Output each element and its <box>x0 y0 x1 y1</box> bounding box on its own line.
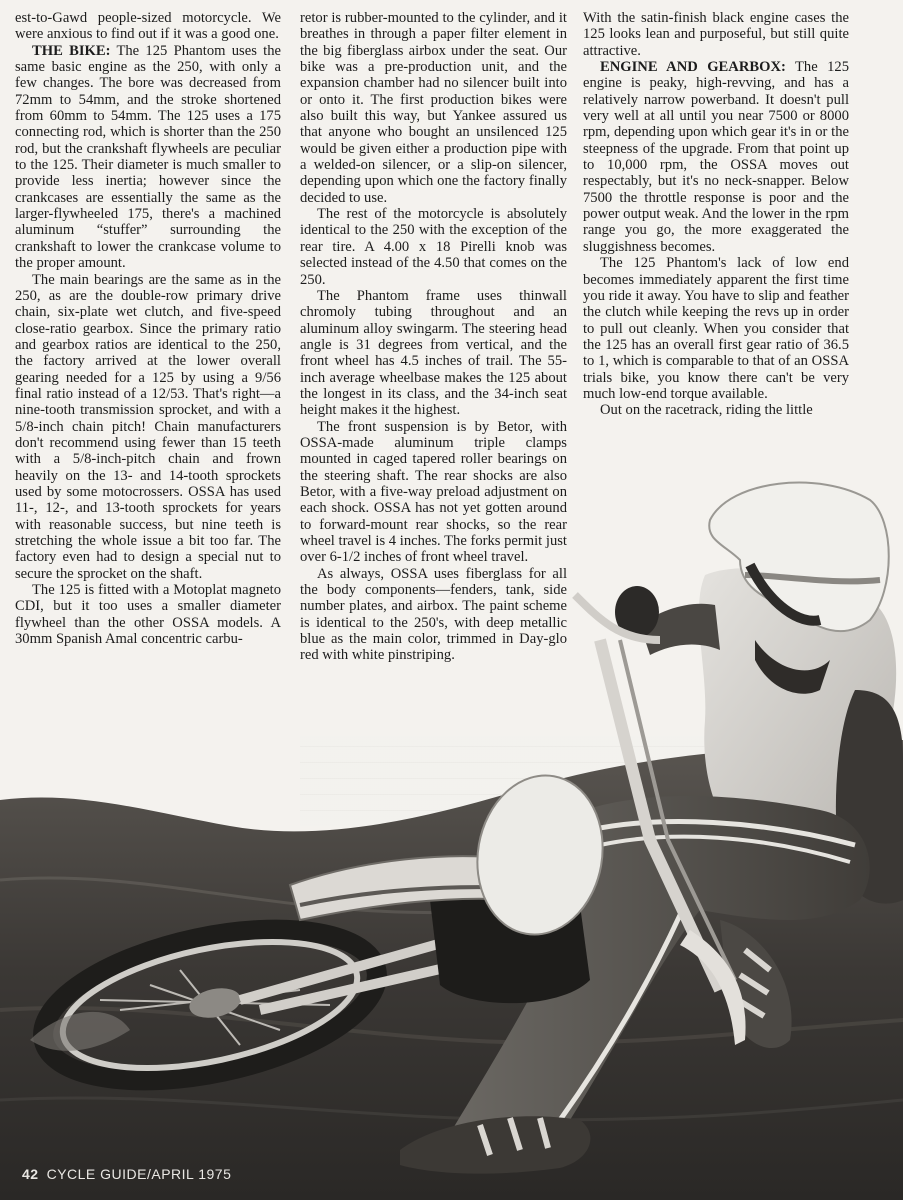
page-number: 42 <box>22 1166 39 1182</box>
paragraph: retor is rubber-mounted to the cylinder, and it breathes in through a paper filter element in the big fiberglass airbox under the seat. Our bike was a pre-production unit, and the expansion chamber had no silencer built into or onto it. The first production bikes were also built this way, but Yankee assured us that anyone who bought an unsilenced 125 would be given either a production pipe with a welded-on silencer, or a slip-on silencer, depending upon which one the factory finally decided to use. <box>300 10 567 206</box>
paragraph: The main bearings are the same as in the 250, as are the double-row primary drive chain, six-plate wet clutch, and five-speed close-ratio gearbox. Since the primary ratio and gearbox ratios are identical to the 250, the factory arrived at the lower overall gearing needed for a 125 by using a 9/56 final ratio instead of a 12/53. That's right—a nine-tooth transmission sprocket, and with a 5/8-inch chain pitch! Chain manufacturers don't recommend using fewer than 15 teeth with a 5/8-inch-pitch chain and frown heavily on the 13- and 14-tooth sprockets used by some motocrossers. OSSA has used 11-, 12-, and 13-tooth sprockets for years with reasonable success, but nine teeth is stretching the whole issue a bit too far. The factory even had to design a special nut to secure the sprocket on the shaft. <box>15 271 281 582</box>
paragraph: The 125 Phantom's lack of low end becomes immediately apparent the first time you ride it away. You have to slip and feather the clutch while keeping the revs up in order to pull out cleanly. When you consider that the 125 has an overall first gear ratio of 36.5 to 1, which is comparable to that of an OSSA trials bike, you know there can't be very much low-end torque available. <box>583 255 849 402</box>
paragraph <box>583 59 849 255</box>
paragraph: The rest of the motorcycle is absolutely identical to the 250 with the exception of the rear tire. A 4.00 x 18 Pirelli knob was selected instead of the 4.50 that comes on the 250. <box>300 206 567 288</box>
paragraph: With the satin-finish black engine cases the 125 looks lean and purposeful, but still quite attractive. <box>583 10 849 59</box>
paragraph: The Phantom frame uses thinwall chromoly tubing throughout and an aluminum alloy swingarm. The steering head angle is 31 degrees from vertical, and the front wheel has 4.5 inches of trail. The 55-inch average wheelbase makes the 125 about the longest in its class, and the 34-inch seat height makes it the highest. <box>300 287 567 419</box>
paragraph-text: The 125 Phantom uses the same basic engine as the 250, with only a few changes. The bore was decreased from 72mm to 54mm, and the stroke shortened from 60mm to 54mm. The 125 uses a 175 connecting rod, which is shorter than the 250 rod, but the crankshaft flywheels are peculiar to the 125. Their diameter is much smaller to provide less inertia; however since the crankcases are essentially the same as the larger-flywheeled 175, there's a machined aluminum “stuffer” surrounding the crankshaft to lower the crankcase volume to the proper amount. <box>15 42 281 272</box>
page-folio <box>22 1166 231 1182</box>
paragraph-text: The 125 engine is peaky, high-revving, and has a relatively narrow powerband. It doesn't pull very well at all until you near 7500 or 8000 rpm, depending upon which gear it's in or the steepness of the upgrade. From that point up to 10,000 rpm, the OSSA moves out respectably, but it's no neck-snapper. Below 7500 the throttle response is poor and the power output weak. And the lower in the rpm range you go, the more exaggerated the sluggishness becomes. <box>583 59 849 255</box>
text-column-1 <box>15 10 281 647</box>
paragraph: The 125 is fitted with a Motoplat magneto CDI, but it too uses a smaller diameter flywheel than the other OSSA models. A 30mm Spanish Amal concentric carbu- <box>15 582 281 648</box>
publication-line: CYCLE GUIDE/APRIL 1975 <box>46 1166 232 1182</box>
section-heading: THE BIKE: <box>32 42 111 59</box>
paragraph: est-to-Gawd people-sized motorcycle. We were anxious to find out if it was a good one. <box>15 10 281 43</box>
paragraph: Out on the racetrack, riding the little <box>600 402 813 419</box>
text-column-3 <box>583 10 849 419</box>
section-heading: ENGINE AND GEARBOX: <box>600 59 786 76</box>
paragraph: The front suspension is by Betor, with OSSA-made aluminum triple clamps mounted in caged tapered roller bearings on the steering shaft. The rear shocks are also Betor, with a five-way preload adjustment on each shock. OSSA has not yet gotten around to forward-mount rear shocks, so the rear wheel travel is 4 inches. The forks permit just over 6-1/2 inches of front wheel travel. <box>300 418 567 566</box>
text-column-2 <box>300 10 567 664</box>
paragraph <box>15 43 281 272</box>
paragraph: As always, OSSA uses fiberglass for all the body components—fenders, tank, side number plates, and airbox. The paint scheme is identical to the 250's, with deep metallic blue as the main color, trimmed in Day-glo red with white pinstriping. <box>300 565 567 664</box>
